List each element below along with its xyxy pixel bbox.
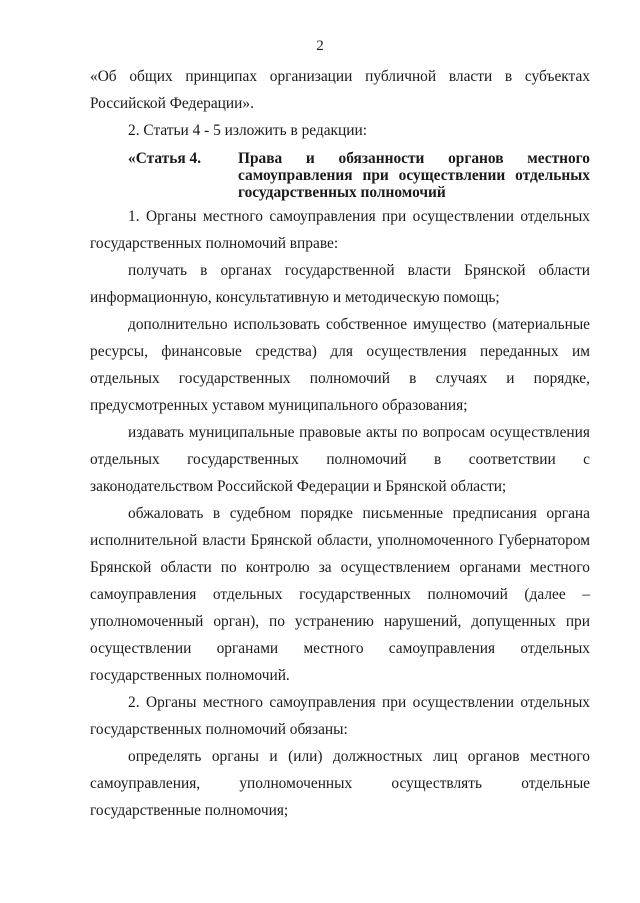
section-1-lead: 1. Органы местного самоуправления при осуществлении отдельных государственных полномочий вправе: xyxy=(90,208,590,252)
section-1-item: дополнительно использовать собственное имущество (материальные ресурсы, финансовые средства) для осуществления переданных им отдельных государственных полномочий в случаях и порядке, предусмотренных уставом муниципального образования; xyxy=(90,316,590,414)
section-1-item: обжаловать в судебном порядке письменные предписания органа исполнительной власти Брянской области, уполномоченного Губернатором Брянской области по контролю за осуществлением органами местного самоуправления отдельных государственных полномочий (далее – уполномоченный орган), по устранению нарушений, допущенных при осуществлении органами местного самоуправления отдельных государственных полномочий. xyxy=(90,505,590,684)
intro-paragraph: «Об общих принципах организации публичной власти в субъектах Российской Федерации». xyxy=(90,68,590,112)
article-title: Права и обязанности органов местного самоуправления при осуществлении отдельных государственных полномочий xyxy=(238,150,590,201)
page-number: 2 xyxy=(316,38,324,54)
article-heading xyxy=(90,150,590,201)
section-2-lead: 2. Органы местного самоуправления при осуществлении отдельных государственных полномочий обязаны: xyxy=(90,694,590,738)
item-2-paragraph: 2. Статьи 4 - 5 изложить в редакции: xyxy=(128,122,368,139)
section-1-item: получать в органах государственной власти Брянской области информационную, консультативную и методическую помощь; xyxy=(90,262,590,306)
section-2-item: определять органы и (или) должностных лиц органов местного самоуправления, уполномоченных осуществлять отдельные государственные полномочия; xyxy=(90,748,590,819)
article-number: «Статья 4. xyxy=(128,150,202,167)
section-1-item: издавать муниципальные правовые акты по вопросам осуществления отдельных государственных полномочий в соответствии с законодательством Российской Федерации и Брянской области; xyxy=(90,424,590,495)
document-body xyxy=(90,63,590,824)
